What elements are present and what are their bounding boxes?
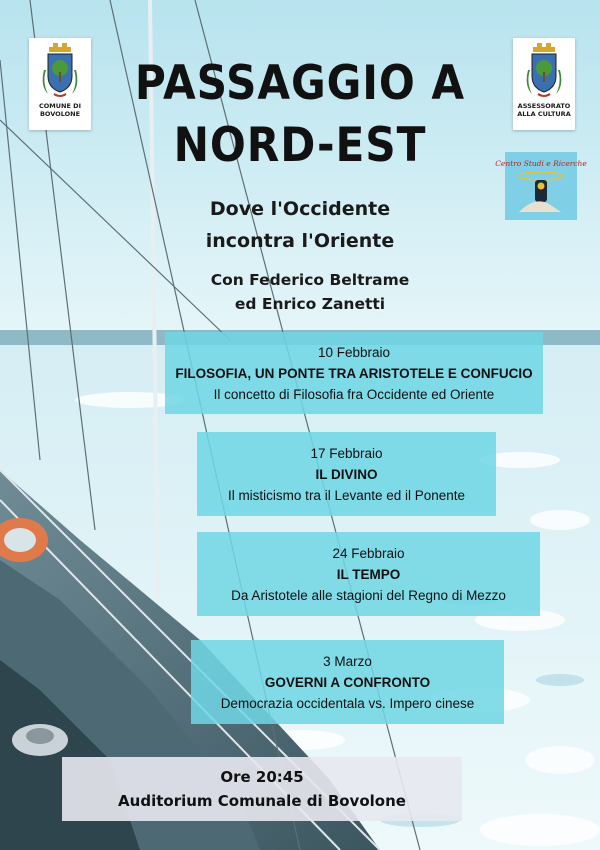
event-card xyxy=(165,332,543,414)
event-description: Da Aristotele alle stagioni del Regno di Mezzo xyxy=(231,587,506,603)
event-title: IL DIVINO xyxy=(315,466,378,482)
event-date: 17 Febbraio xyxy=(310,445,383,461)
crest-icon xyxy=(38,42,82,100)
comune-bovolone-crest xyxy=(29,38,91,130)
event-date: 3 Marzo xyxy=(323,653,372,669)
event-title: FILOSOFIA, UN PONTE TRA ARISTOTELE E CONFUCIO xyxy=(175,365,533,381)
comune-label: COMUNE DI BOVOLONE xyxy=(39,102,81,118)
subtitle-line-2: incontra l'Oriente xyxy=(205,230,395,252)
authors-line-2: ed Enrico Zanetti xyxy=(234,295,386,313)
assessorato-cultura-crest xyxy=(513,38,575,130)
event-title: GOVERNI A CONFRONTO xyxy=(264,674,431,690)
title-line-1: PASSAGGIO A xyxy=(134,56,466,111)
subtitle-line-1: Dove l'Occidente xyxy=(209,198,391,220)
event-time: Ore 20:45 xyxy=(220,768,304,786)
centro-logo-text: Centro Studi e Ricerche xyxy=(495,159,587,168)
title-line-2: NORD-EST xyxy=(173,118,427,173)
event-description: Il concetto di Filosofia fra Occidente ed Oriente xyxy=(213,386,495,402)
assessorato-label: ASSESSORATO ALLA CULTURA xyxy=(517,102,571,118)
event-venue: Auditorium Comunale di Bovolone xyxy=(118,792,406,810)
event-description: Il misticismo tra il Levante ed il Ponente xyxy=(227,487,466,503)
event-date: 10 Febbraio xyxy=(317,344,391,360)
event-card xyxy=(197,432,496,516)
crest-icon xyxy=(522,42,566,100)
event-card xyxy=(197,532,540,616)
event-description: Democrazia occidentala vs. Impero cinese xyxy=(220,695,475,711)
event-title: IL TEMPO xyxy=(336,566,401,582)
event-card xyxy=(191,640,504,724)
authors-line-1: Con Federico Beltrame xyxy=(210,271,410,289)
event-date: 24 Febbraio xyxy=(332,545,405,561)
venue-box xyxy=(62,757,462,821)
centro-studi-logo xyxy=(495,152,587,220)
